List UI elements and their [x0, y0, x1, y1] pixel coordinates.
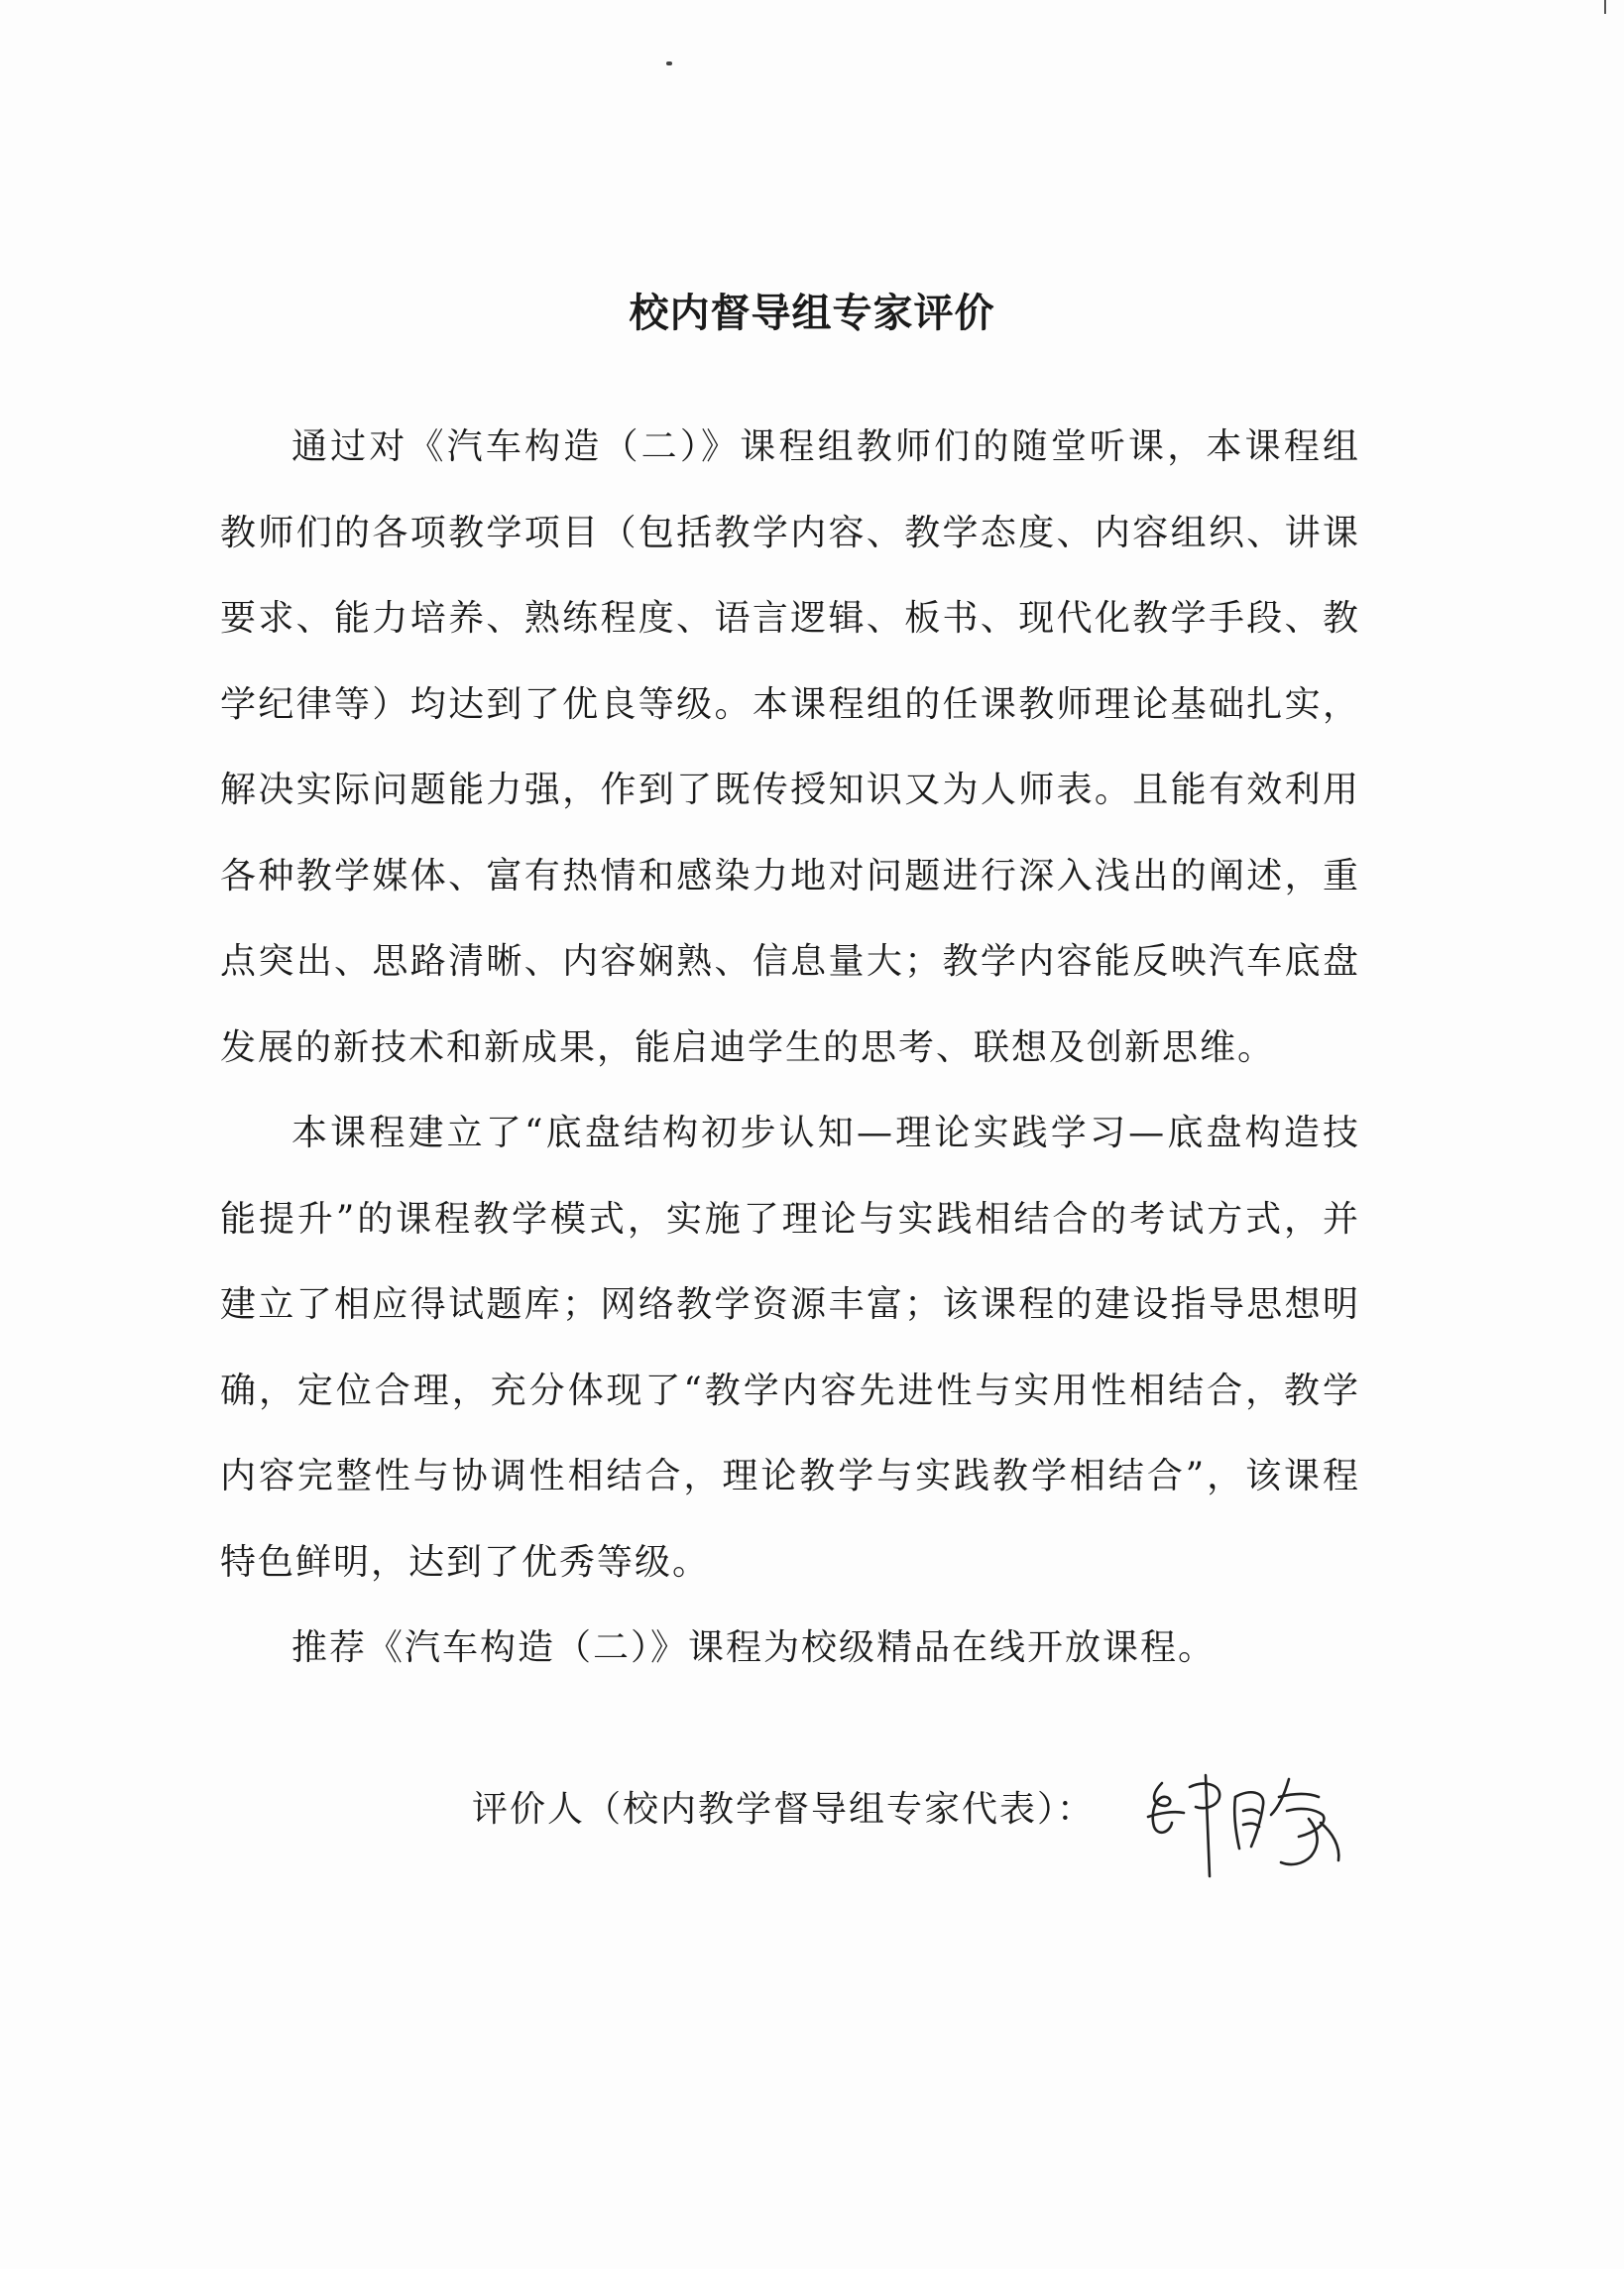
paragraph-1: 通过对《汽车构造（二）》课程组教师们的随堂听课，本课程组教师们的各项教学项目（包括教学内容、教学态度、内容组织、讲课要求、能力培养、熟练程度、语言逻辑、板书、现代化教学手段、教学纪律等）均达到了优良等级。本课程组的任课教师理论基础扎实，解决实际问题能力强，作到了既传授知识又为人师表。且能有效利用各种教学媒体、富有热情和感染力地对问题进行深入浅出的阐述，重点突出、思路清晰、内容娴熟、信息量大；教学内容能反映汽车底盘发展的新技术和新成果，能启迪学生的思考、联想及创新思维。	[220, 426, 1360, 1068]
handwritten-signature	[1140, 1753, 1358, 1882]
scan-speck	[666, 61, 672, 65]
document-body	[220, 405, 1360, 1692]
document-title: 校内督导组专家评价	[629, 291, 995, 336]
signature-label: 评价人（校内教学督导组专家代表）：	[472, 1789, 1096, 1830]
scan-edge-mark	[1604, 0, 1606, 14]
paragraph-2: 本课程建立了“底盘结构初步认知—理论实践学习—底盘构造技能提升”的课程教学模式，实施了理论与实践相结合的考试方式，并建立了相应得试题库；网络教学资源丰富；该课程的建设指导思想明确，定位合理，充分体现了“教学内容先进性与实用性相结合，教学内容完整性与协调性相结合，理论教学与实践教学相结合”，该课程特色鲜明，达到了优秀等级。	[220, 1113, 1360, 1583]
paragraph-3: 推荐《汽车构造（二）》课程为校级精品在线开放课程。	[291, 1627, 1217, 1668]
